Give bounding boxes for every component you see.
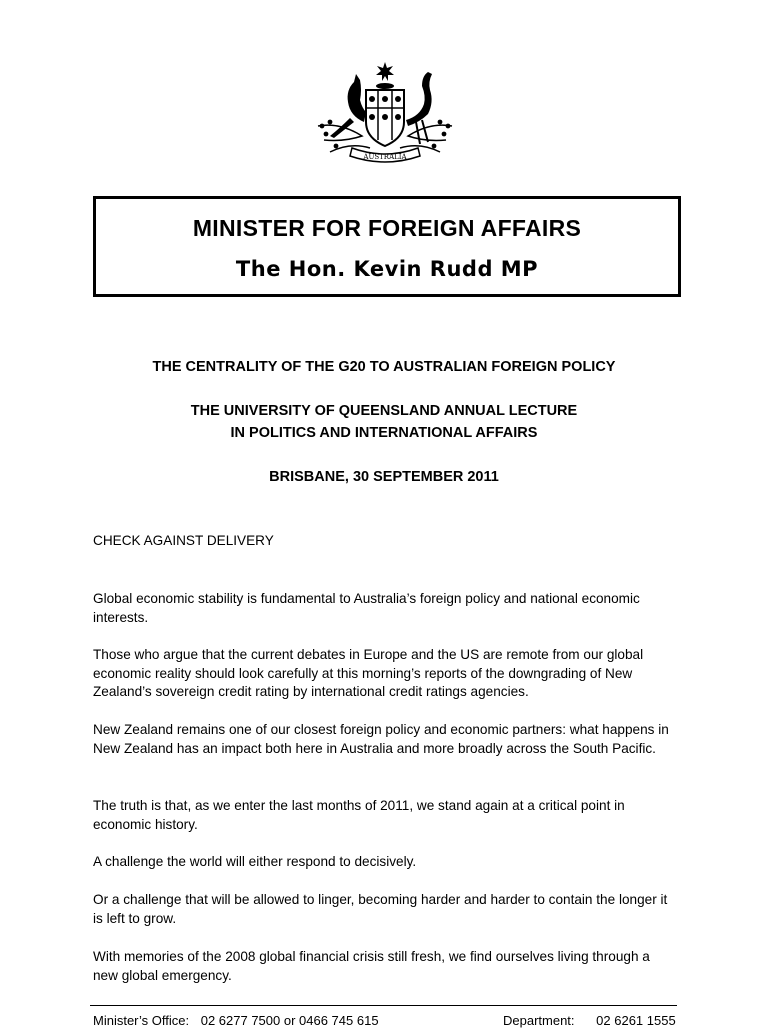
office-label: Minister’s Office: — [93, 1013, 190, 1028]
coat-of-arms-icon — [310, 56, 460, 168]
event-line-2: IN POLITICS AND INTERNATIONAL AFFAIRS — [230, 425, 538, 441]
paragraph: Those who argue that the current debates in Europe and the US are remote from our global economic reality should look carefully at this morning’s reports of the downgrading of New Zealand’s sovereign credit rating by international credit ratings agencies. — [93, 647, 644, 699]
paragraph: The truth is that, as we enter the last months of 2011, we stand again at a critical point in economic history. — [93, 798, 625, 832]
paragraph: A challenge the world will either respond to decisively. — [93, 854, 417, 869]
department-phone: 02 6261 1555 — [596, 1013, 676, 1028]
speech-title: THE CENTRALITY OF THE G20 TO AUSTRALIAN FOREIGN POLICY — [152, 359, 616, 375]
minister-title: MINISTER FOR FOREIGN AFFAIRS — [192, 215, 582, 241]
footer-office — [93, 1013, 379, 1028]
department-label: Department: — [503, 1013, 575, 1028]
footer-department — [503, 1013, 676, 1028]
paragraph: With memories of the 2008 global financial crisis still fresh, we find ourselves living through a new global emergency. — [93, 949, 650, 983]
minister-name: The Hon. Kevin Rudd MP — [235, 257, 539, 281]
paragraph: Or a challenge that will be allowed to linger, becoming harder and harder to contain the longer it is left to grow. — [93, 892, 668, 926]
footer-divider — [90, 1005, 677, 1006]
place-date: BRISBANE, 30 SEPTEMBER 2011 — [269, 469, 499, 485]
paragraph: Global economic stability is fundamental to Australia’s foreign policy and national economic interests. — [93, 591, 640, 625]
event-line-1: THE UNIVERSITY OF QUEENSLAND ANNUAL LECTURE — [190, 403, 578, 419]
minister-title-box — [93, 196, 681, 297]
paragraph: New Zealand remains one of our closest foreign policy and economic partners: what happens in New Zealand has an impact both here in Australia and more broadly across the South Pacific. — [93, 722, 669, 756]
office-phone: 02 6277 7500 or 0466 745 615 — [200, 1013, 379, 1028]
delivery-notice: CHECK AGAINST DELIVERY — [93, 533, 274, 548]
svg-text:AUSTRALIA: AUSTRALIA — [363, 153, 407, 161]
